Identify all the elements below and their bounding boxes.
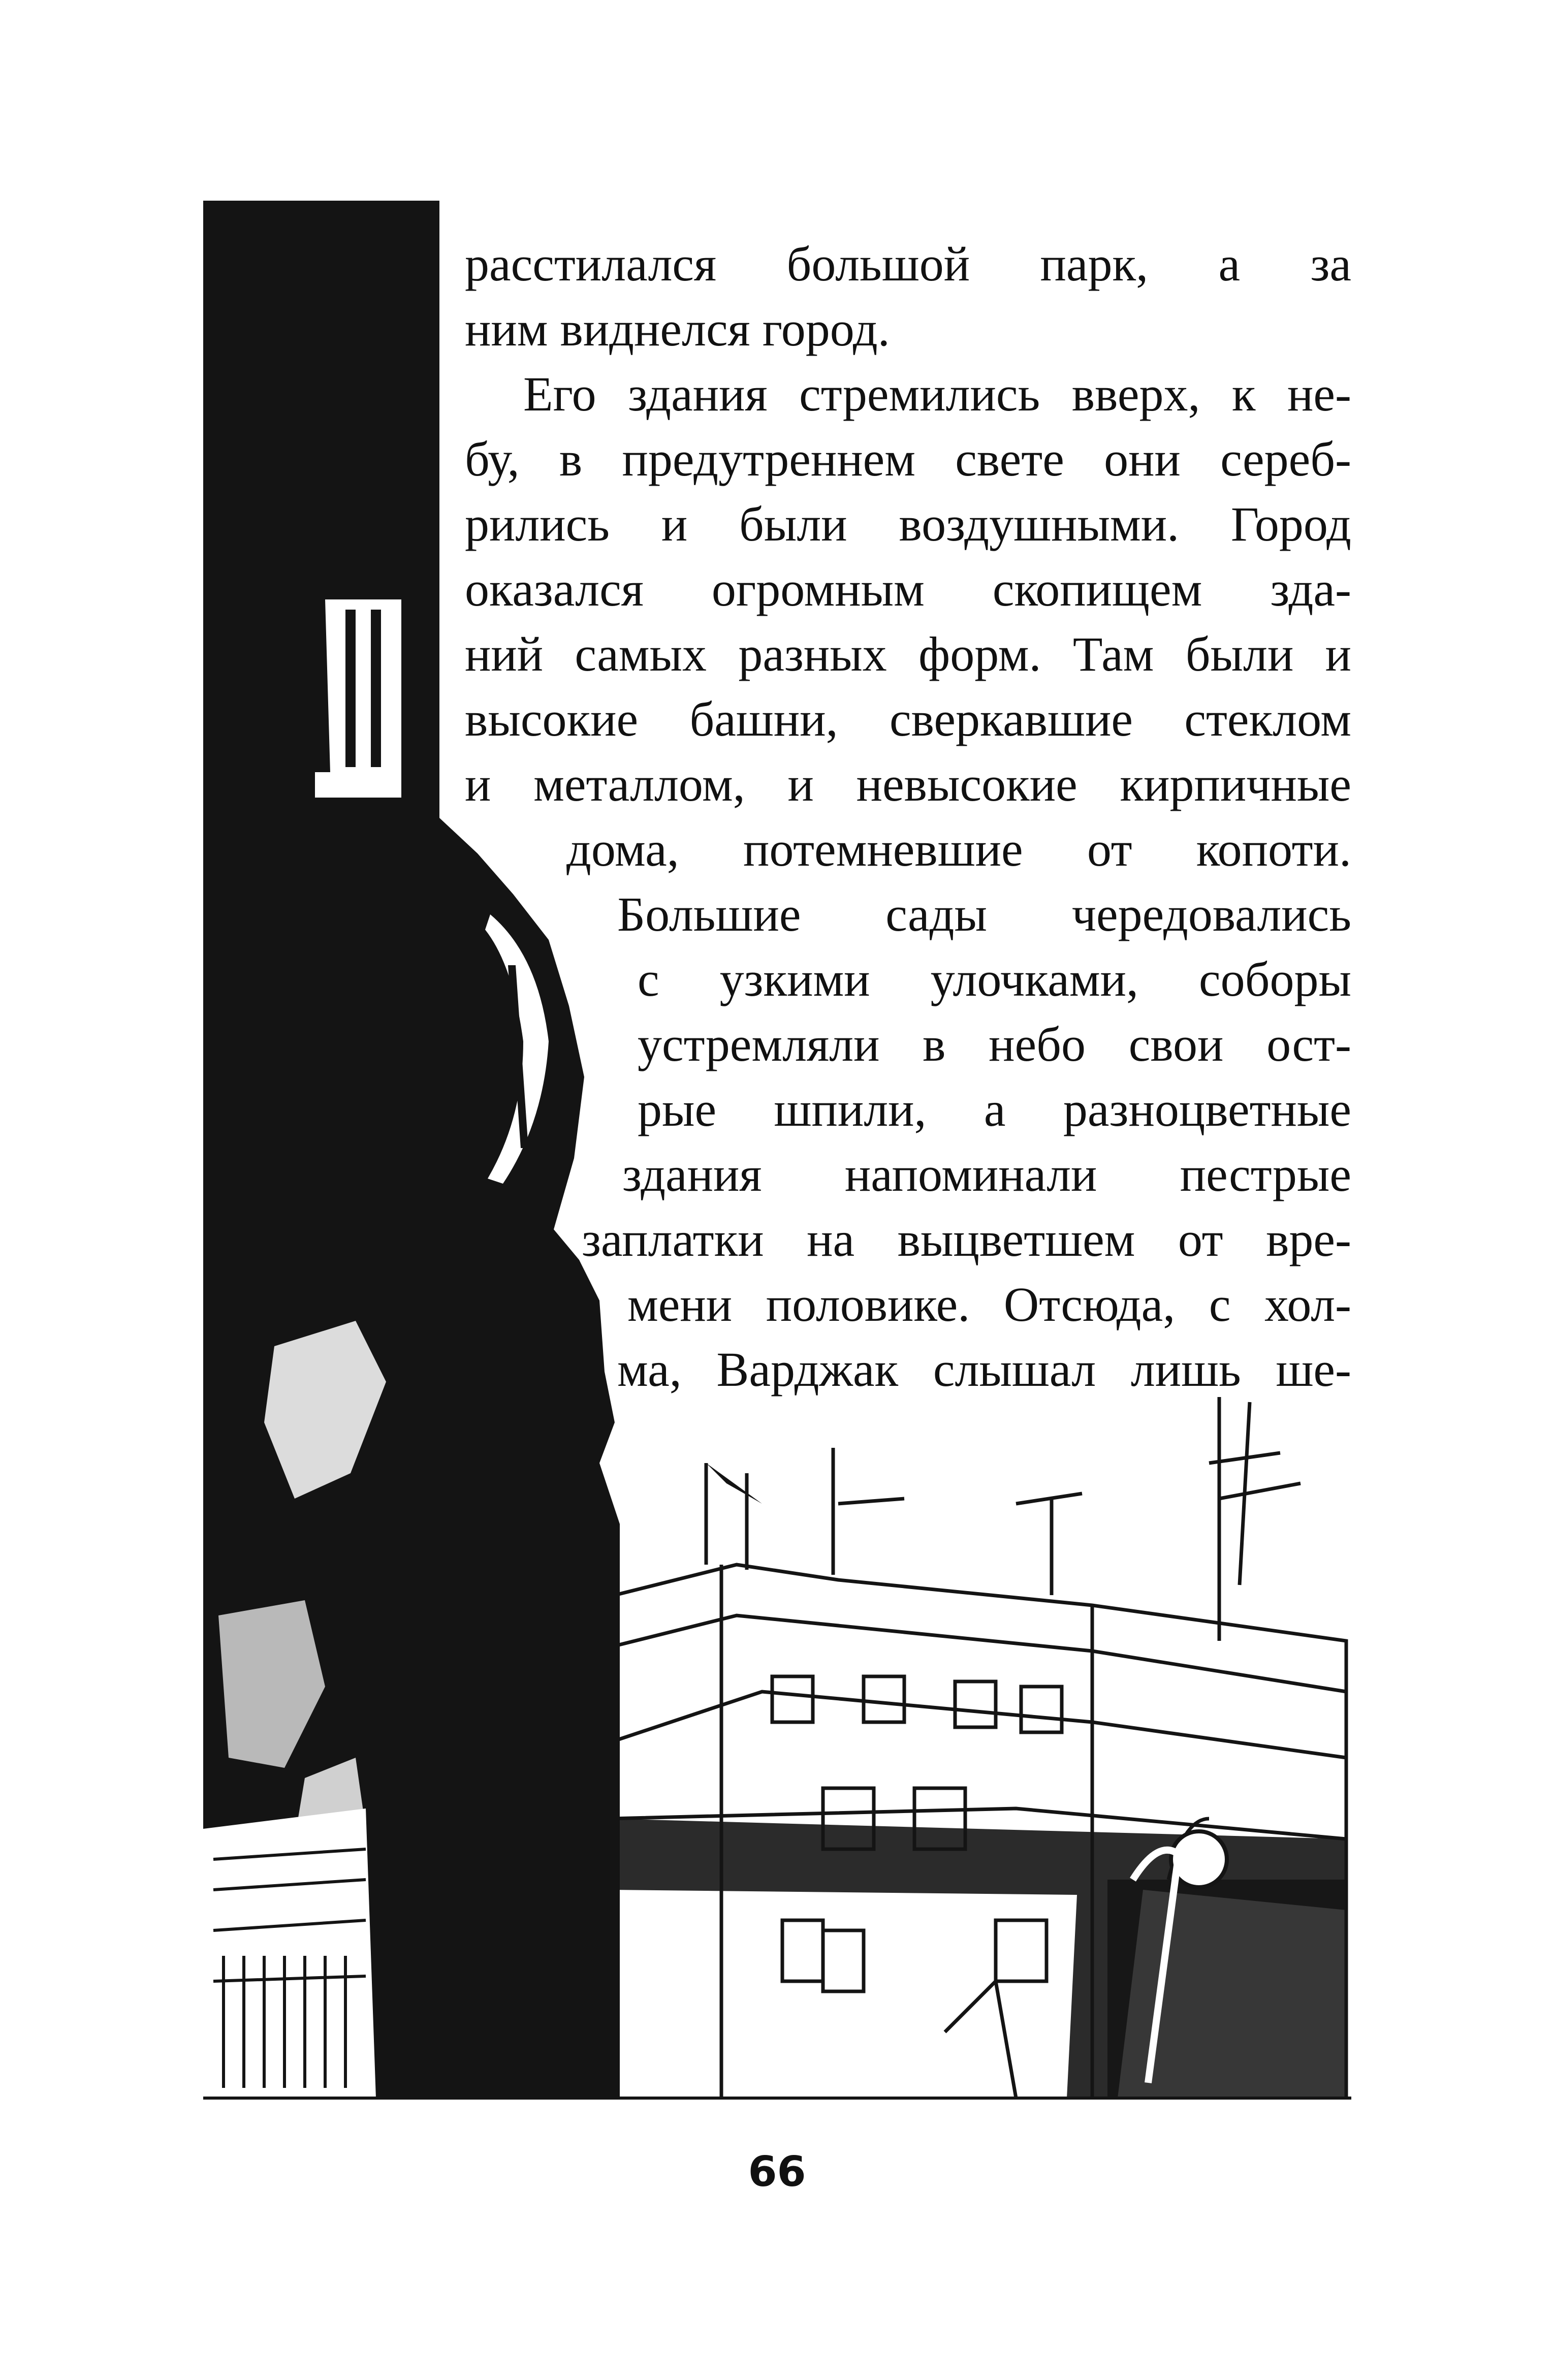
text-line: мени половике. Отсюда, с хол-: [627, 1277, 1351, 1331]
text-line: и металлом, и невысокие кирпичные: [465, 757, 1351, 811]
text-line: расстилался большой парк, а за: [465, 237, 1351, 291]
text-line: оказался огромным скопищем зда-: [465, 562, 1351, 616]
text-line: высокие башни, сверкавшие стеклом: [465, 692, 1351, 746]
text-line: Большие сады чередовались: [617, 887, 1351, 941]
page-number: 66: [748, 2148, 806, 2196]
text-line: рые шпили, а разноцветные: [638, 1082, 1351, 1136]
text-line: ний самых разных форм. Там были и: [465, 627, 1351, 681]
text-line: Его здания стремились вверх, к не-: [523, 367, 1351, 421]
text-line: бу, в предутреннем свете они сереб-: [465, 432, 1351, 486]
text-line: здания напоминали пестрые: [622, 1147, 1351, 1201]
text-line: ма, Варджак слышал лишь ше-: [617, 1342, 1351, 1397]
text-line: дома, потемневшие от копоти.: [566, 822, 1351, 876]
text-line: ним виднелся город.: [465, 302, 890, 356]
text-line: заплатки на выцветшем от вре-: [582, 1212, 1351, 1266]
text-line: с узкими улочками, соборы: [638, 952, 1351, 1006]
text-line: рились и были воздушными. Город: [465, 497, 1351, 551]
lower-left-building: [203, 1808, 376, 2098]
text-line: устремляли в небо свои ост-: [638, 1017, 1351, 1071]
